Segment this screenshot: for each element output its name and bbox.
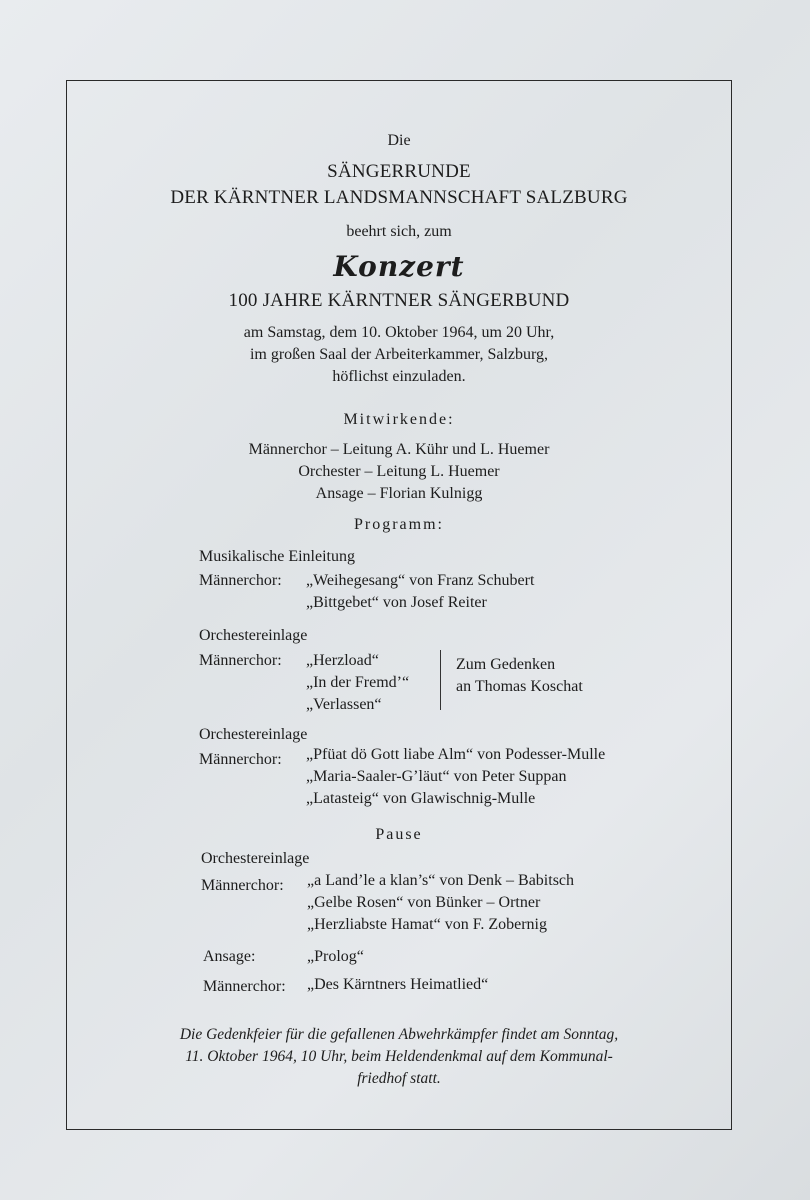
memorial-note-line: Die Gedenkfeier für die gefallenen Abwehrkämpfer findet am Sonntag, xyxy=(179,1026,619,1043)
org-name-line1: SÄNGERRUNDE xyxy=(327,161,471,182)
place-line: im großen Saal der Arbeiterkammer, Salzburg, xyxy=(249,346,549,363)
koschat-note: an Thomas Koschat xyxy=(456,678,583,695)
intro-die: Die xyxy=(387,132,411,149)
block5-label: Männerchor: xyxy=(203,978,286,995)
block2-item: „In der Fremd’“ xyxy=(306,674,410,691)
date-line: am Samstag, dem 10. Oktober 1964, um 20 Uhr, xyxy=(243,324,555,341)
orchestra-interlude: Orchestereinlage xyxy=(199,726,308,743)
block1-label: Männerchor: xyxy=(199,572,282,589)
block3-item: „Latasteig“ von Glawischnig-Mulle xyxy=(306,790,536,807)
orchestra-interlude: Orchestereinlage xyxy=(201,850,310,867)
mitwirkende-line: Orchester – Leitung L. Huemer xyxy=(298,463,500,480)
concert-subtitle: 100 JAHRE KÄRNTNER SÄNGERBUND xyxy=(228,290,570,311)
beehrt-line: beehrt sich, zum xyxy=(346,223,452,240)
block1-item: „Weihegesang“ von Franz Schubert xyxy=(306,572,535,589)
mitwirkende-heading: Mitwirkende: xyxy=(343,411,455,428)
block2-item: „Verlassen“ xyxy=(306,696,382,713)
mitwirkende-line: Männerchor – Leitung A. Kühr und L. Huemer xyxy=(248,441,550,458)
pause-label: Pause xyxy=(375,826,423,843)
block3-item: „Pfüat dö Gott liabe Alm“ von Podesser-Mulle xyxy=(306,746,606,763)
block3-item: „Maria-Saaler-G’läut“ von Peter Suppan xyxy=(306,768,567,785)
org-name-line2: DER KÄRNTNER LANDSMANNSCHAFT SALZBURG xyxy=(170,187,628,208)
orchestra-interlude: Orchestereinlage xyxy=(199,627,308,644)
bracket-divider xyxy=(440,650,441,710)
block2-item: „Herzload“ xyxy=(306,652,379,669)
block1-item: „Bittgebet“ von Josef Reiter xyxy=(306,594,487,611)
block4-item: „Gelbe Rosen“ von Bünker – Ortner xyxy=(307,894,541,911)
block5-item: „Des Kärntners Heimatlied“ xyxy=(307,976,489,993)
block4-item: „a Land’le a klan’s“ von Denk – Babitsch xyxy=(307,872,575,889)
block4-item: „Herzliabste Hamat“ von F. Zobernig xyxy=(307,916,547,933)
mitwirkende-line: Ansage – Florian Kulnigg xyxy=(315,485,483,502)
program-intro: Musikalische Einleitung xyxy=(199,548,355,565)
memorial-note-line: 11. Oktober 1964, 10 Uhr, beim Heldendenkmal auf dem Kommunal- xyxy=(185,1048,613,1065)
concert-title: Konzert xyxy=(333,250,465,283)
ansage-label: Ansage: xyxy=(203,948,256,965)
ansage-item: „Prolog“ xyxy=(307,948,364,965)
memorial-note-line: friedhof statt. xyxy=(357,1070,441,1087)
koschat-note: Zum Gedenken xyxy=(456,656,556,673)
block4-label: Männerchor: xyxy=(201,877,284,894)
invite-line: höflichst einzuladen. xyxy=(332,368,466,385)
programm-heading: Programm: xyxy=(354,516,444,533)
block2-label: Männerchor: xyxy=(199,652,282,669)
block3-label: Männerchor: xyxy=(199,751,282,768)
